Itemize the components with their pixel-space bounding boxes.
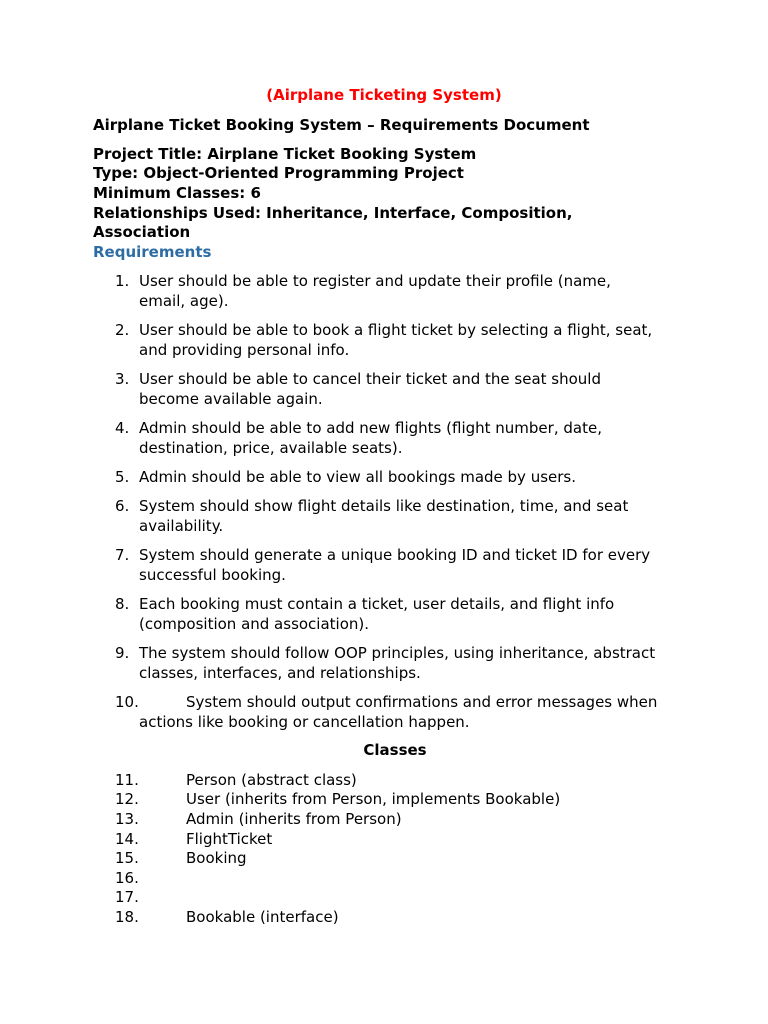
class-name: Booking — [186, 849, 247, 867]
class-name: Bookable (interface) — [186, 908, 339, 926]
requirement-number: 7. — [115, 546, 130, 564]
requirement-text-cont: become available again. — [139, 389, 323, 408]
classes-heading: Classes — [363, 741, 427, 759]
requirement-text: System should output confirmations and error messages when — [186, 693, 658, 711]
requirement-text: System should show flight details like destination, time, and seat — [139, 497, 629, 515]
class-number: 16. — [115, 869, 139, 887]
requirement-text-cont: actions like booking or cancellation happen. — [139, 712, 470, 731]
requirement-number: 6. — [115, 497, 130, 515]
requirement-number: 3. — [115, 370, 130, 388]
requirement-text: System should generate a unique booking ID and ticket ID for every — [139, 546, 651, 564]
class-number: 12. — [115, 790, 139, 808]
requirement-text-cont: availability. — [139, 516, 224, 535]
class-name: User (inherits from Person, implements Bookable) — [186, 790, 561, 808]
requirement-text: Admin should be able to add new flights (flight number, date, — [139, 419, 602, 437]
requirement-text-cont: and providing personal info. — [139, 340, 350, 359]
class-number: 18. — [115, 908, 139, 926]
requirement-number: 9. — [115, 644, 130, 662]
class-number: 17. — [115, 888, 139, 906]
requirement-text-cont: (composition and association). — [139, 614, 370, 633]
class-name: Person (abstract class) — [186, 771, 357, 789]
requirement-number: 10. — [115, 693, 139, 711]
class-name: FlightTicket — [186, 830, 273, 848]
class-number: 11. — [115, 771, 139, 789]
requirement-text: User should be able to book a flight ticket by selecting a flight, seat, — [139, 321, 653, 339]
relationships-line-cont: Association — [93, 223, 191, 241]
requirement-number: 8. — [115, 595, 130, 613]
class-number: 15. — [115, 849, 139, 867]
relationships-line: Relationships Used: Inheritance, Interface, Composition, — [93, 204, 573, 222]
minimum-classes-line: Minimum Classes: 6 — [93, 184, 261, 202]
requirement-text: User should be able to cancel their ticket and the seat should — [139, 370, 601, 388]
requirement-number: 1. — [115, 272, 130, 290]
requirement-number: 2. — [115, 321, 130, 339]
requirement-text-cont: successful booking. — [139, 565, 286, 584]
class-name: Admin (inherits from Person) — [186, 810, 402, 828]
project-type-line: Type: Object-Oriented Programming Project — [93, 164, 464, 182]
requirement-text: Each booking must contain a ticket, user details, and flight info — [139, 595, 615, 613]
requirement-text: Admin should be able to view all bookings made by users. — [139, 468, 576, 486]
requirement-text-cont: email, age). — [139, 291, 229, 310]
document-subtitle: Airplane Ticket Booking System – Requirements Document — [93, 116, 590, 134]
class-number: 13. — [115, 810, 139, 828]
requirement-text-cont: classes, interfaces, and relationships. — [139, 663, 421, 682]
requirement-text: User should be able to register and update their profile (name, — [139, 272, 611, 290]
class-number: 14. — [115, 830, 139, 848]
requirement-number: 5. — [115, 468, 130, 486]
requirement-text-cont: destination, price, available seats). — [139, 438, 403, 457]
document-title: (Airplane Ticketing System) — [266, 86, 502, 104]
requirements-heading: Requirements — [93, 243, 212, 261]
project-title-line: Project Title: Airplane Ticket Booking System — [93, 145, 477, 163]
requirement-number: 4. — [115, 419, 130, 437]
requirement-text: The system should follow OOP principles, using inheritance, abstract — [139, 644, 656, 662]
